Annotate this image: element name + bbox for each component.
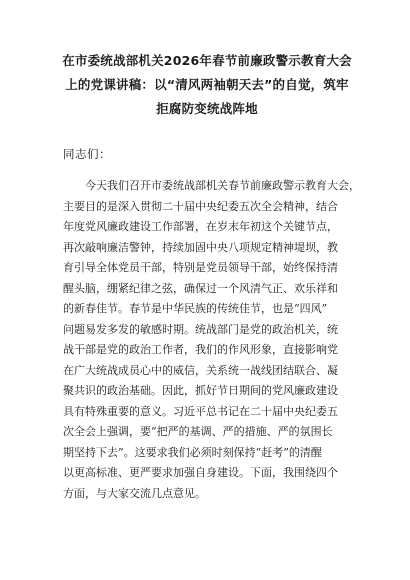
- body-line: 具有特殊重要的意义。习近平总书记在二十届中央纪委五: [63, 404, 338, 418]
- title-line: 在市委统战部机关2026年春节前廉政警示教育大会: [62, 53, 352, 68]
- body-line: 的新春佳节。春节是中华民族的传统佳节，也是“四风”: [63, 302, 328, 315]
- document-title: [52, 49, 362, 121]
- greeting: 同志们：: [63, 147, 111, 161]
- body-line: 以更高标准、更严要求加强自身建设。下面，我围绕四个: [63, 466, 338, 479]
- body-paragraph: [63, 176, 363, 504]
- title-line: 上的党课讲稿：以“清风两袖朝天去”的自觉，筑牢: [65, 77, 349, 92]
- body-line: 次全会上强调，要“把严的基调、严的措施、严的氛围长: [63, 425, 333, 438]
- body-line: 战干部是党的政治工作者，我们的作风形象，直接影响党: [63, 343, 338, 356]
- body-line: 年度党风廉政建设工作部署，在岁末年初这个关键节点，: [63, 220, 338, 233]
- body-line: 问题易发多发的敏感时期。统战部门是党的政治机关，统: [63, 322, 338, 336]
- body-line: 聚共识的政治基础。因此，抓好节日期间的党风廉政建设: [63, 384, 338, 397]
- body-line: 育引导全体党员干部，特别是党员领导干部，始终保持清: [63, 261, 338, 274]
- body-line: 今天我们召开市委统战部机关春节前廉政警示教育大会，: [85, 179, 360, 192]
- body-line: 期坚持下去”。这要求我们必须时刻保持“赶考”的清醒: [63, 445, 322, 459]
- title-line: 拒腐防变统战阵地: [156, 101, 258, 116]
- body-line: 方面，与大家交流几点意见。: [63, 486, 206, 500]
- body-line: 在广大统战成员心中的威信，关系统一战线团结联合、凝: [63, 363, 338, 377]
- body-line: 主要目的是深入贯彻二十届中央纪委五次全会精神，结合: [63, 199, 338, 213]
- body-line: 醒头脑，绷紧纪律之弦，确保过一个风清气正、欢乐祥和: [63, 281, 338, 295]
- body-line: 再次敲响廉洁警钟，持续加固中央八项规定精神堤坝，教: [63, 240, 338, 254]
